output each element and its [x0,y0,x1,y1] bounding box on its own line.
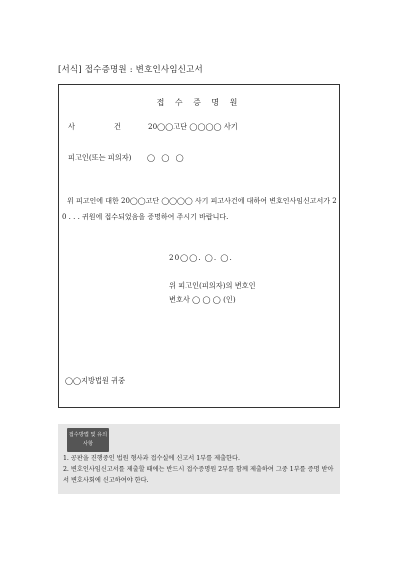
form-label: [서식] 접수증명원 : 변호인사임신고서 [58,65,203,75]
document-date: 20◯◯. ◯. ◯. [169,253,233,262]
signature-name: 변호사 ◯ ◯ ◯ (인) [169,295,236,304]
defendant-value: ◯ ◯ ◯ [147,153,186,162]
certificate-document [58,84,340,408]
case-label [68,122,121,132]
case-value: 20◯◯고단 ◯◯◯◯ 사기 [148,122,238,131]
case-label-first: 사 [68,122,75,131]
note-item: 1. 공판을 진행중인 법원 형사과 접수실에 신고서 1부를 제출한다. [63,455,240,462]
notes-tag: 접수방법 및 유의사항 [67,428,109,452]
document-title: 접 수 증 명 원 [156,98,242,107]
certificate-body: 위 피고인에 대한 20◯◯고단 ◯◯◯◯ 사기 피고사건에 대하여 변호인사임신고서가 20 . . . 귀원에 접수되었음을 증명하여 주시기 바랍니다. [62,197,337,221]
note-item: 2. 변호인사임신고서를 제출할 때에는 반드시 접수증명원 2부를 함께 제출하여 그중 1부를 증명 받아서 변호사회에 신고하여야 한다. [63,466,334,484]
case-label-second: 건 [114,122,121,131]
defendant-label: 피고인(또는 피의자) [68,153,132,162]
notes-panel [58,424,340,494]
signature-role: 위 피고인(피의자)의 변호인 [169,281,256,290]
court-addressee: ◯◯지방법원 귀중 [65,376,126,385]
